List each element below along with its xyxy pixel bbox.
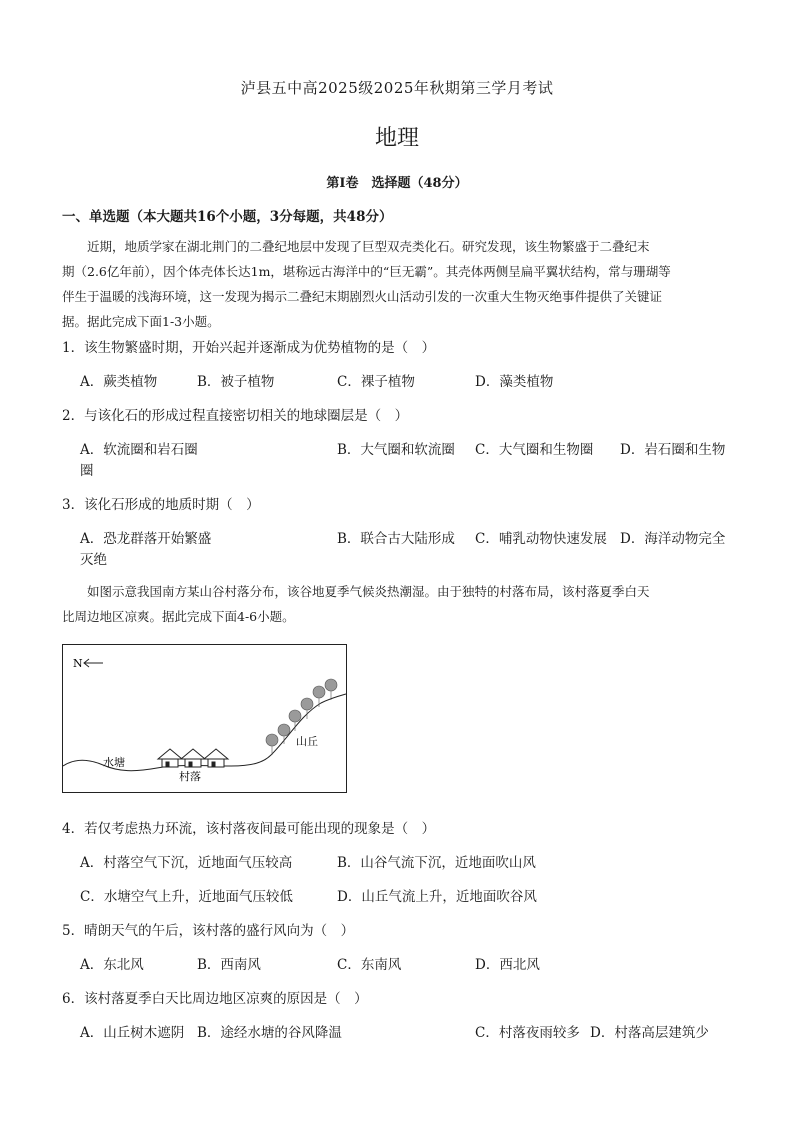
option-d[interactable]: D．藻类植物 [475,374,554,390]
question-2-stem: 2．与该化石的形成过程直接密切相关的地球圈层是（ ） [62,408,409,424]
passage-2-line: 比周边地区凉爽。据此完成下面4-6小题。 [62,609,295,624]
option-c[interactable]: C．裸子植物 [337,374,415,390]
passage-1-line: 伴生于温暖的浅海环境，这一发现为揭示二叠纪末期剧烈火山活动引发的一次重大生物灭绝事件提供了关键证 [62,289,663,304]
question-3-stem: 3．该化石形成的地质时期（ ） [62,497,260,513]
section-title: 一、单选题（本大题共16个小题，3分每题，共48分） [62,209,393,225]
question-5-stem: 5．晴朗天气的午后，该村落的盛行风向为（ ） [62,923,355,939]
exam-title: 泸县五中高2025级2025年秋期第三学月考试 [240,79,554,97]
option-a[interactable]: A．村落空气下沉，近地面气压较高 [80,855,293,871]
option-c[interactable]: C．水塘空气上升，近地面气压较低 [80,889,293,905]
option-d[interactable]: D．海洋动物完全 [620,531,726,547]
option-a[interactable]: A．软流圈和岩石圈 [80,442,198,458]
passage-1 [62,234,732,334]
passage-2 [62,579,732,629]
option-b[interactable]: B．联合古大陆形成 [337,531,455,547]
question-1-stem: 1．该生物繁盛时期，开始兴起并逐渐成为优势植物的是（ ） [62,340,436,356]
subject-title: 地理 [374,126,419,151]
option-b[interactable]: B．西南风 [197,957,261,973]
option-b[interactable]: B．山谷气流下沉，近地面吹山风 [337,855,536,871]
option-d-wrap: 圈 [80,463,94,479]
pond-label: 水塘 [103,756,125,769]
village-valley-figure [62,644,347,793]
north-arrow-icon [84,659,103,667]
passage-1-line: 近期，地质学家在湖北荆门的二叠纪地层中发现了巨型双壳类化石。研究发现，该生物繁盛于二叠纪末 [87,239,650,254]
option-d[interactable]: D．西北风 [475,957,540,973]
option-c[interactable]: C．哺乳动物快速发展 [475,531,607,547]
option-b[interactable]: B．大气圈和软流圈 [337,442,455,458]
question-6-stem: 6．该村落夏季白天比周边地区凉爽的原因是（ ） [62,991,368,1007]
option-c[interactable]: C．村落夜雨较多 [475,1025,580,1041]
option-c[interactable]: C．大气圈和生物圈 [475,442,594,458]
north-label: N [73,657,83,670]
option-d[interactable]: D．山丘气流上升，近地面吹谷风 [337,889,537,905]
option-c[interactable]: C．东南风 [337,957,402,973]
hill-label: 山丘 [296,735,318,748]
passage-1-line: 据。据此完成下面1-3小题。 [62,314,220,329]
option-a[interactable]: A．东北风 [80,957,144,973]
passage-2-line: 如图示意我国南方某山谷村落分布，该谷地夏季气候炎热潮湿。由于独特的村落布局，该村落夏季白天 [87,584,650,599]
figure-drawing [63,645,346,792]
option-d[interactable]: D．岩石圈和生物 [620,442,726,458]
village-houses-icon [158,749,228,767]
option-b[interactable]: B．途经水塘的谷风降温 [197,1025,342,1041]
option-d[interactable]: D．村落高层建筑少 [590,1025,709,1041]
part-title: 第I卷 选择题（48分） [326,176,468,191]
option-b[interactable]: B．被子植物 [197,374,275,390]
option-a[interactable]: A．蕨类植物 [80,374,158,390]
option-a[interactable]: A．恐龙群落开始繁盛 [80,531,212,547]
passage-1-line: 期（2.6亿年前），因个体壳体长达1m，堪称远古海洋中的“巨无霸”。其壳体两侧呈扁平翼状结构，常与珊瑚等 [62,264,671,279]
option-a[interactable]: A．山丘树木遮阴 [80,1025,185,1041]
village-label: 村落 [179,770,201,783]
question-4-stem: 4．若仅考虑热力环流，该村落夜间最可能出现的现象是（ ） [62,821,436,837]
option-d-wrap: 灭绝 [80,552,107,568]
